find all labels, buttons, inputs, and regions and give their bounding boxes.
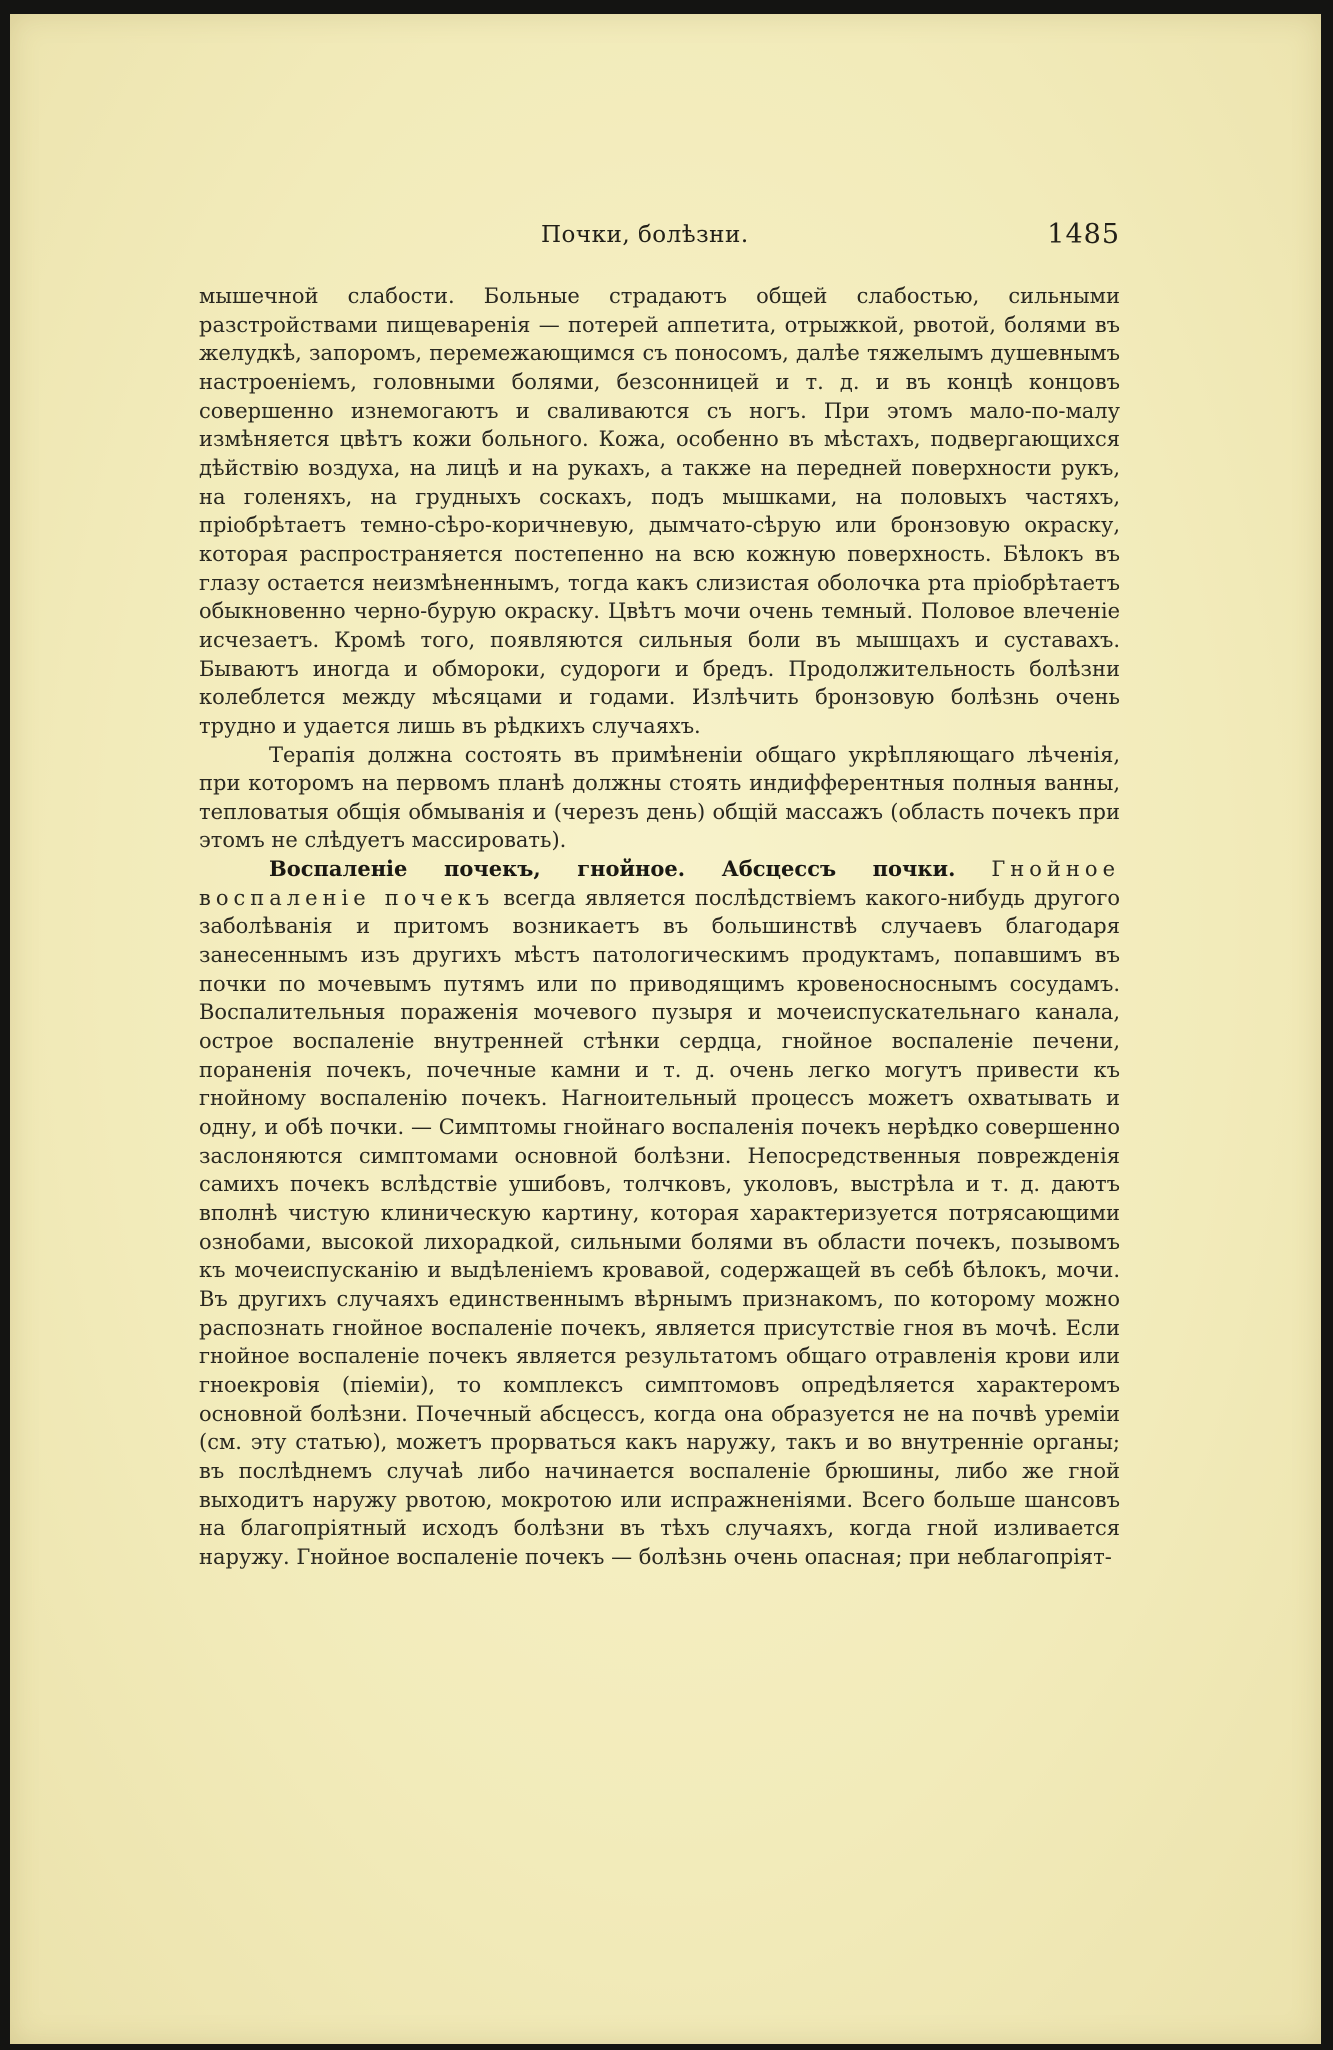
paragraph-text: мышечной слабости. Больные страдаютъ общей слабостью, сильными разстройствами пищеваренія — потерей аппетита, отрыжкой, рвотой, болями въ желудкѣ, запоромъ, перемежающимся съ поносомъ, далѣе тяжелымъ душевнымъ настроеніемъ, головными болями, безсонницей и т. д. и въ концѣ концовъ совершенно изнемогаютъ и сваливаются съ ногъ. При этомъ мало-по-малу измѣняется цвѣтъ кожи больного. Кожа, особенно въ мѣстахъ, подвергающихся дѣйствію воздуха, на лицѣ и на рукахъ, а также на передней поверхности рукъ, на голеняхъ, на грудныхъ соскахъ, подъ мышками, на половыхъ частяхъ, пріобрѣтаетъ темно-сѣро-коричневую, дымчато-сѣрую или бронзовую окраску, которая распространяется постепенно на всю кожную поверхность. Бѣлокъ въ глазу остается неизмѣненнымъ, тогда какъ слизистая оболочка рта пріобрѣтаетъ обыкновенно черно-бурую окраску. Цвѣтъ мочи очень темный. Половое влеченіе исчезаетъ. Кромѣ того, появляются сильныя боли въ мышцахъ и суставахъ. Бываютъ иногда и обмороки, судороги и бредъ. Продолжительность болѣзни колеблется между мѣсяцами и годами. Излѣчить бронзовую болѣзнь очень трудно и удается лишь въ рѣдкихъ случаяхъ. — [199, 284, 1120, 738]
paragraph-bronze-disease — [199, 282, 1120, 741]
spaced-term: Гнойное воспаленіе почекъ — [199, 857, 1120, 910]
page-number: 1485 — [1047, 219, 1120, 250]
paragraph-purulent-nephritis — [199, 855, 1120, 1571]
paragraph-therapy — [199, 741, 1120, 856]
body-text — [199, 282, 1120, 1572]
running-head: Почки, болѣзни. — [541, 222, 749, 248]
paragraph-text: всегда является послѣдствіемъ какого-нибудь другого заболѣванія и притомъ возникаетъ въ большинствѣ случаевъ благодаря занесеннымъ изъ другихъ мѣстъ патологическимъ продуктамъ, попавшимъ въ почки по мочевымъ путямъ или по приводящимъ кровеносноснымъ сосудамъ. Воспалительныя пораженія мочевого пузыря и мочеиспускательнаго канала, острое воспаленіе внутренней стѣнки сердца, гнойное воспаленіе печени, пораненія почекъ, почечные камни и т. д. очень легко могутъ привести къ гнойному воспаленію почекъ. Нагноительный процессъ можетъ охватывать и одну, и обѣ почки. — Симптомы гнойнаго воспаленія почекъ нерѣдко совершенно заслоняются симптомами основной болѣзни. Непосредственныя поврежденія самихъ почекъ вслѣдствіе ушибовъ, толчковъ, уколовъ, выстрѣла и т. д. даютъ вполнѣ чистую клиническую картину, которая характеризуется потрясающими ознобами, высокой лихорадкой, сильными болями въ области почекъ, позывомъ къ мочеиспусканію и выдѣленіемъ кровавой, содержащей въ себѣ бѣлокъ, мочи. Въ другихъ случаяхъ единственнымъ вѣрнымъ признакомъ, по которому можно распознать гнойное воспаленіе почекъ, является присутствіе гноя въ мочѣ. Если гнойное воспаленіе почекъ является результатомъ общаго отравленія крови или гноекровія (піеміи), то комплексъ симптомовъ опредѣляется характеромъ основной болѣзни. Почечный абсцессъ, когда она образуется не на почвѣ уреміи (см. эту статью), можетъ прорваться какъ наружу, такъ и во внутренніе органы; въ послѣднемъ случаѣ либо начинается воспаленіе брюшины, либо же гной выходитъ наружу рвотою, мокротою или испражненіями. Всего больше шансовъ на благопріятный исходъ болѣзни въ тѣхъ случаяхъ, когда гной изливается наружу. Гнойное воспаленіе почекъ — болѣзнь очень опасная; при неблагопріят- — [199, 885, 1120, 1569]
book-page — [10, 14, 1321, 2044]
section-heading: Воспаленіе почекъ, гнойное. Абсцессъ почки. — [269, 856, 956, 882]
paragraph-text: Терапія должна состоять въ примѣненіи общаго укрѣпляющаго лѣченія, при которомъ на первомъ планѣ должны стоять индифферентныя полныя ванны, тепловатыя общія обмыванія и (черезъ день) общій массажъ (область почекъ при этомъ не слѣдуетъ массировать). — [199, 742, 1120, 853]
page-header — [170, 219, 1120, 262]
